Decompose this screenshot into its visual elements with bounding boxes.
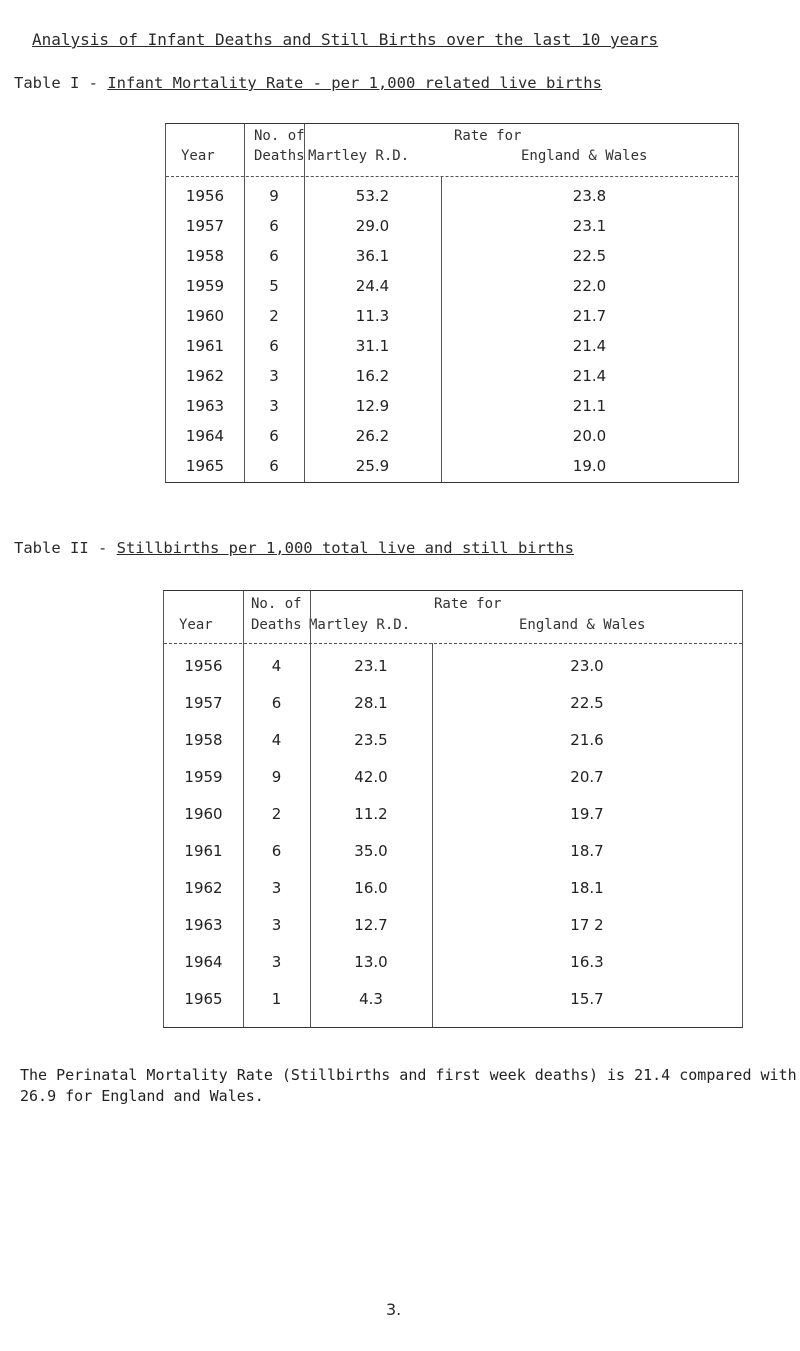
cell-deaths: 2 [269,307,279,325]
cell-england: 19.0 [572,457,607,475]
cell-england: 18.7 [570,842,604,860]
cell-deaths: 3 [271,879,282,897]
cell-year: 1965 [185,457,225,475]
cell-martley: 11.2 [354,805,388,823]
table-row [164,947,742,977]
cell-year: 1958 [185,247,225,265]
cell-year: 1964 [185,427,225,445]
cell-england: 21.1 [572,397,607,415]
table1-header-rate-for: Rate for [454,128,522,144]
cell-year: 1965 [184,990,223,1008]
cell-england: 21.4 [572,337,607,355]
table1-header-deaths-line2: Deaths [254,148,305,164]
cell-year: 1957 [184,694,223,712]
cell-deaths: 6 [271,842,282,860]
cell-england: 23.1 [572,217,607,235]
cell-england: 15.7 [570,990,604,1008]
cell-martley: 23.5 [354,731,388,749]
table2-title: Stillbirths per 1,000 total live and still births [116,539,574,557]
cell-england: 23.0 [570,657,604,675]
table1-caption [14,74,602,92]
table1-title: Infant Mortality Rate - per 1,000 related live births [107,74,602,92]
cell-martley: 42.0 [354,768,388,786]
cell-martley: 53.2 [355,187,390,205]
cell-year: 1958 [184,731,223,749]
table-row [166,361,738,391]
cell-year: 1960 [184,805,223,823]
table1-header-martley: Martley R.D. [308,148,410,164]
table-row [166,181,738,211]
cell-martley: 28.1 [354,694,388,712]
cell-england: 20.7 [570,768,604,786]
table1-label: Table I - [14,74,98,92]
table-row [166,421,738,451]
table-row [166,271,738,301]
table2-header [164,591,742,644]
cell-year: 1961 [185,337,225,355]
cell-deaths: 5 [269,277,279,295]
cell-england: 22.0 [572,277,607,295]
table2-header-deaths-line1: No. of [251,596,302,612]
table2-caption [14,539,574,557]
cell-year: 1962 [184,879,223,897]
table-row [166,211,738,241]
cell-deaths: 6 [269,217,279,235]
table2-label: Table II - [14,539,108,557]
cell-year: 1956 [184,657,223,675]
cell-deaths: 3 [269,397,279,415]
cell-england: 23.8 [572,187,607,205]
table-row [164,984,742,1014]
cell-martley: 11.3 [355,307,390,325]
cell-year: 1961 [184,842,223,860]
table-row [166,331,738,361]
cell-deaths: 1 [271,990,282,1008]
cell-england: 21.6 [570,731,604,749]
cell-martley: 26.2 [355,427,390,445]
table-row [164,873,742,903]
table1 [165,123,739,483]
table-row [166,391,738,421]
cell-year: 1963 [185,397,225,415]
cell-year: 1956 [185,187,225,205]
cell-deaths: 9 [271,768,282,786]
cell-year: 1962 [185,367,225,385]
cell-deaths: 4 [271,731,282,749]
cell-martley: 12.9 [355,397,390,415]
cell-england: 20.0 [572,427,607,445]
table1-header-deaths-line1: No. of [254,128,305,144]
cell-martley: 31.1 [355,337,390,355]
table2-header-england: England & Wales [519,617,646,633]
cell-england: 19.7 [570,805,604,823]
page-title: Analysis of Infant Deaths and Still Births over the last 10 years [32,30,659,49]
table-row [164,762,742,792]
table-row [164,725,742,755]
cell-deaths: 3 [269,367,279,385]
table-row [166,301,738,331]
cell-martley: 25.9 [355,457,390,475]
cell-deaths: 6 [269,337,279,355]
cell-year: 1963 [184,916,223,934]
perinatal-note: The Perinatal Mortality Rate (Stillbirths and first week deaths) is 21.4 compared with 26.9 for England and Wales. [20,1066,797,1105]
cell-deaths: 2 [271,805,282,823]
table-row [164,688,742,718]
cell-martley: 24.4 [355,277,390,295]
table-row [164,799,742,829]
cell-martley: 23.1 [354,657,388,675]
cell-england: 17 2 [570,916,604,934]
cell-england: 22.5 [570,694,604,712]
cell-martley: 36.1 [355,247,390,265]
table2 [163,590,743,1028]
cell-england: 16.3 [570,953,604,971]
cell-year: 1964 [184,953,223,971]
table2-header-deaths-line2: Deaths [251,617,302,633]
cell-deaths: 4 [271,657,282,675]
table2-header-year: Year [179,617,213,633]
cell-deaths: 6 [269,247,279,265]
cell-deaths: 3 [271,953,282,971]
cell-england: 21.4 [572,367,607,385]
cell-england: 21.7 [572,307,607,325]
cell-deaths: 9 [269,187,279,205]
table2-header-martley: Martley R.D. [309,617,411,633]
table1-header-england: England & Wales [521,148,648,164]
table-row [166,451,738,481]
table-row [166,241,738,271]
table2-header-rate-for: Rate for [434,596,502,612]
table-row [164,910,742,940]
cell-deaths: 6 [269,457,279,475]
table1-header-year: Year [181,148,215,164]
cell-martley: 4.3 [359,990,383,1008]
cell-martley: 35.0 [354,842,388,860]
cell-year: 1957 [185,217,225,235]
cell-martley: 16.0 [354,879,388,897]
cell-england: 22.5 [572,247,607,265]
cell-year: 1959 [185,277,225,295]
table-row [164,651,742,681]
cell-year: 1959 [184,768,223,786]
cell-year: 1960 [185,307,225,325]
cell-martley: 13.0 [354,953,388,971]
table-row [164,836,742,866]
cell-martley: 12.7 [354,916,388,934]
cell-deaths: 6 [269,427,279,445]
cell-deaths: 6 [271,694,282,712]
cell-deaths: 3 [271,916,282,934]
table1-header [166,124,738,177]
cell-england: 18.1 [570,879,604,897]
page-number: 3. [386,1300,402,1319]
cell-martley: 16.2 [355,367,390,385]
cell-martley: 29.0 [355,217,390,235]
